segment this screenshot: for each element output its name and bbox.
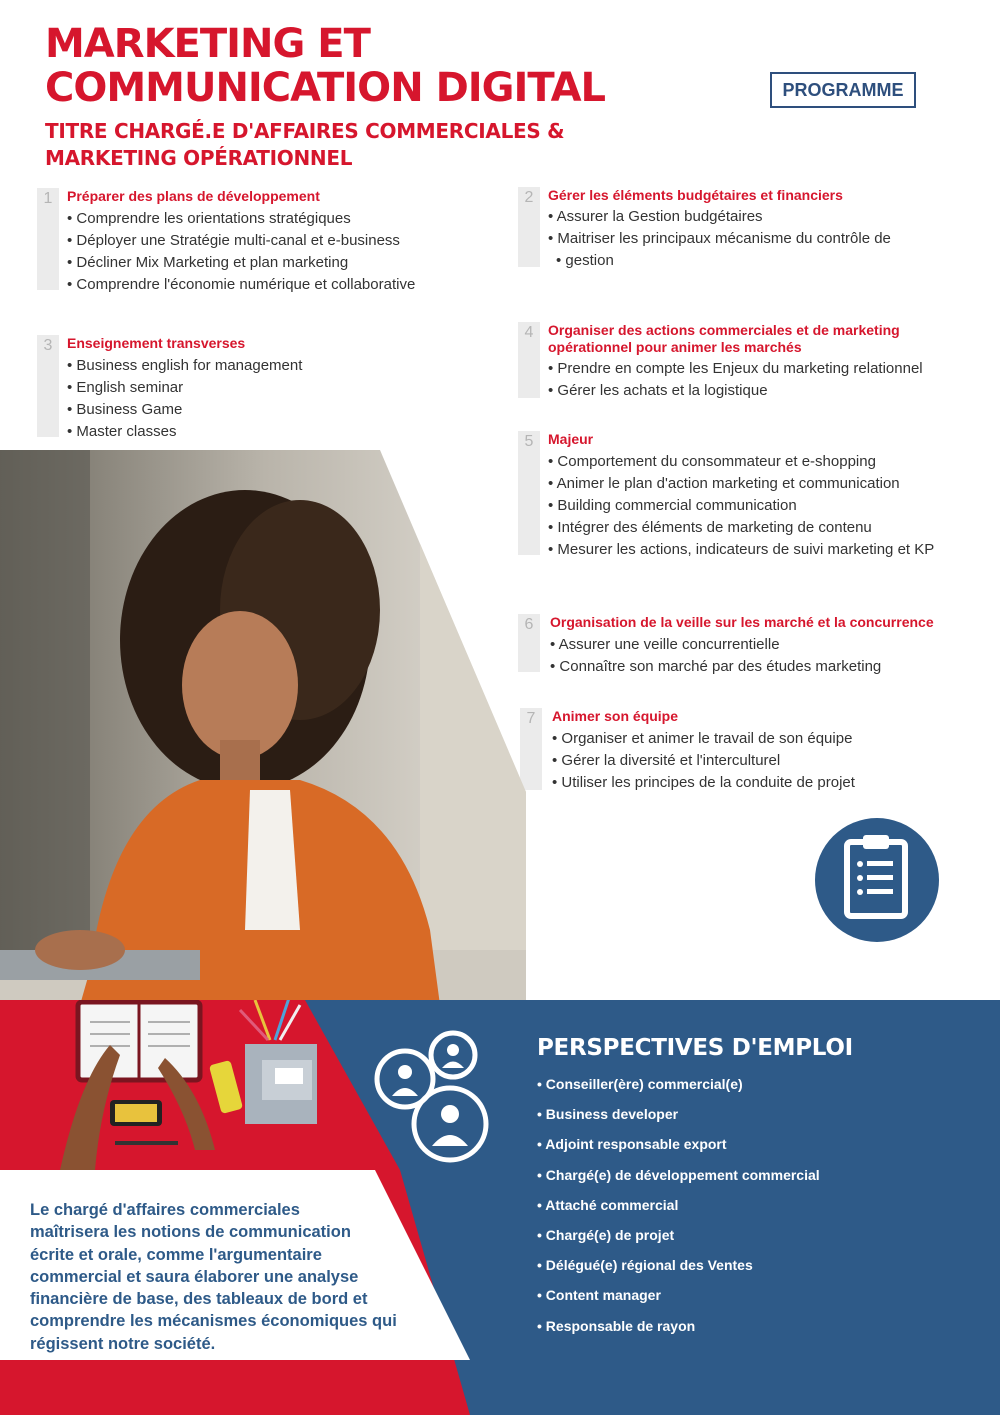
module-items [67,355,497,443]
module-3 [37,335,507,439]
list-item: • Connaître son marché par des études marketing [550,656,980,678]
list-item: • Prendre en compte les Enjeux du marketing relationnel [548,358,978,380]
list-item: • Chargé(e) de développement commercial [537,1164,820,1194]
perspectives-title: PERSPECTIVES D'EMPLOI [537,1035,853,1061]
list-item: • Building commercial communication [548,495,978,517]
module-number: 7 [526,710,536,727]
page-title [45,22,605,110]
list-item: • Responsable de rayon [537,1315,820,1345]
module-title: Organiser des actions commerciales et de marketing opérationnel pour animer les marchés [548,322,900,355]
list-item: • Content manager [537,1284,820,1314]
module-title: Organisation de la veille sur les marché et la concurrence [550,614,934,630]
module-6 [518,614,988,674]
description-paragraph: Le chargé d'affaires commerciales maîtrisera les notions de communication écrite et orale, comme l'argumentaire commercial et saura élaborer une analyse financière de base, des tableaux de bord et comprendre les mécanismes économiques qui régissent notre société. [30,1201,397,1353]
module-7 [520,708,980,792]
module-number: 4 [524,324,534,341]
module-title: Enseignement transverses [67,335,246,351]
module-number: 6 [524,616,534,633]
module-number: 5 [524,433,534,450]
module-5 [518,431,978,557]
list-item: • Mesurer les actions, indicateurs de suivi marketing et KP [548,539,978,561]
list-item: • Assurer la Gestion budgétaires [548,206,978,228]
list-item: • English seminar [67,377,497,399]
title-line-1: MARKETING ET [45,21,370,67]
list-item: • Maitriser les principaux mécanisme du contrôle de [548,228,978,250]
list-item: • Master classes [67,421,497,443]
module-1 [37,188,507,292]
list-item: • Business english for management [67,355,497,377]
module-items [548,451,978,561]
module-number: 2 [524,189,534,206]
module-2 [518,187,978,269]
list-item: • Business developer [537,1103,820,1133]
list-item: • Conseiller(ère) commercial(e) [537,1073,820,1103]
page-subtitle [45,118,564,172]
list-item: • Comprendre les orientations stratégiques [67,208,497,230]
list-item: • Attaché commercial [537,1194,820,1224]
list-item: • Décliner Mix Marketing et plan marketing [67,252,497,274]
list-item: • Délégué(e) régional des Ventes [537,1254,820,1284]
title-line-2: COMMUNICATION DIGITAL [45,65,606,111]
module-4 [518,322,978,404]
list-item: • Comportement du consommateur et e-shopping [548,451,978,473]
list-item: • Adjoint responsable export [537,1133,820,1163]
module-title: Gérer les éléments budgétaires et financiers [548,187,843,203]
list-item: • Assurer une veille concurrentielle [550,634,980,656]
list-item: • Déployer une Stratégie multi-canal et e-business [67,230,497,252]
module-number: 1 [43,190,53,207]
module-items [67,208,497,296]
list-item: • Animer le plan d'action marketing et communication [548,473,978,495]
module-number: 3 [43,337,53,354]
module-title: Majeur [548,431,594,447]
list-item: • Business Game [67,399,497,421]
perspectives-list [537,1073,820,1345]
module-title: Animer son équipe [552,708,679,724]
subtitle-line-1: TITRE CHARGÉ.E D'AFFAIRES COMMERCIALES & [45,119,565,143]
programme-badge: PROGRAMME [770,72,916,108]
clipboard-list-icon [815,818,939,942]
module-items [548,358,978,402]
list-item: • Gérer la diversité et l'interculturel [552,750,982,772]
subtitle-line-2: MARKETING OPÉRATIONNEL [45,146,353,170]
list-item: • Utiliser les principes de la conduite de projet [552,772,982,794]
module-items [552,728,982,794]
list-item: • Comprendre l'économie numérique et collaborative [67,274,497,296]
module-items [550,634,980,678]
list-item: • Organiser et animer le travail de son équipe [552,728,982,750]
list-item: • Chargé(e) de projet [537,1224,820,1254]
student-laptop-photo [0,450,530,1005]
list-item: • Gérer les achats et la logistique [548,380,978,402]
module-title: Préparer des plans de développement [67,188,320,204]
module-items [548,206,978,272]
list-item: • Intégrer des éléments de marketing de contenu [548,517,978,539]
list-item: • gestion [548,250,978,272]
